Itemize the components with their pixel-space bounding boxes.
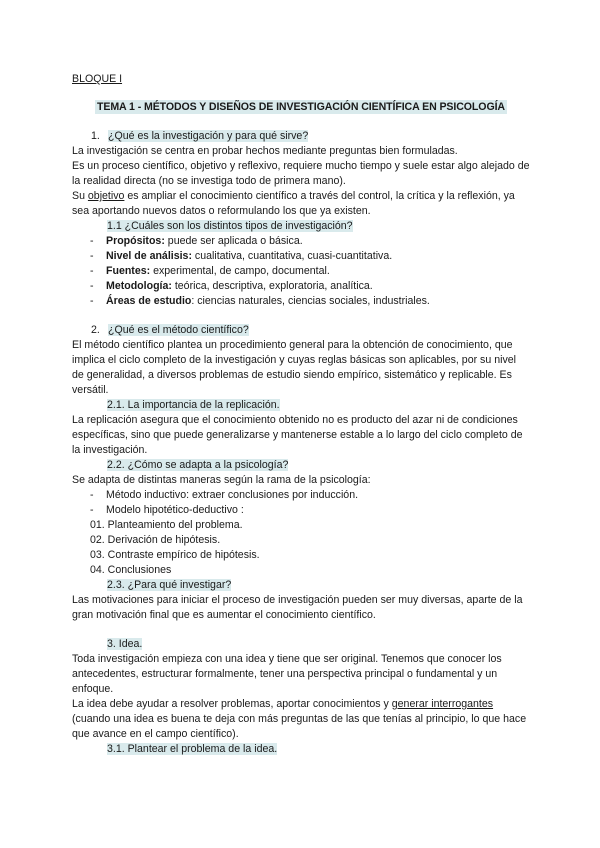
type-label: Propósitos: — [106, 235, 165, 247]
section-2-paragraph-1: El método científico plantea un procedimiento general para la obtención de conocimiento, que implica el ciclo completo de la investigación y cuyas reglas básicas son aplicables, por su nivel de generalidad, a diversos problemas de estudio siendo empírico, sistemático y replicable. Es versátil. — [72, 339, 516, 396]
section-2-title: ¿Qué es el método científico? — [108, 324, 249, 336]
generar-interrogantes-underlined: generar interrogantes — [391, 698, 494, 710]
section-2-number: 2. — [91, 324, 100, 336]
section-1-paragraph-3 — [72, 189, 530, 219]
section-1-heading — [72, 129, 530, 144]
section-3-title: 3. Idea. — [107, 638, 143, 650]
type-label: Nivel de análisis: — [106, 250, 192, 262]
title-wrap — [72, 100, 530, 115]
section-1-paragraph-2: Es un proceso científico, objetivo y reflexivo, requiere mucho tiempo y suele estar algo alejado de la realidad directa (no se investiga todo de primera mano). — [72, 160, 530, 187]
type-text: cualitativa, cuantitativa, cuasi-cuantitativa. — [191, 250, 393, 262]
section-2-heading — [72, 323, 530, 338]
list-item: - Método inductivo: extraer conclusiones por inducción. — [72, 488, 530, 503]
subsection-3-1-title: 3.1. Plantear el problema de la idea. — [107, 743, 278, 755]
list-item — [72, 264, 530, 279]
type-text: experimental, de campo, documental. — [150, 265, 330, 277]
section-1-title: ¿Qué es la investigación y para qué sirve? — [108, 130, 309, 142]
p3-post: es ampliar el conocimiento científico a través del control, la crítica y la reflexión, ya sea aportando nuevos datos o reformulando los que ya existen. — [72, 190, 515, 217]
subsection-2-1-title: 2.1. La importancia de la replicación. — [107, 399, 280, 411]
type-text: : ciencias naturales, ciencias sociales, industriales. — [191, 295, 430, 307]
document-page — [72, 72, 530, 757]
list-item: 02. Derivación de hipótesis. — [90, 534, 221, 546]
research-types-list — [72, 234, 530, 309]
section-3-heading — [72, 637, 530, 652]
p3-pre: Su — [72, 190, 88, 202]
subsection-2-2-heading — [72, 458, 530, 473]
type-label: Fuentes: — [106, 265, 151, 277]
page-title: TEMA 1 - MÉTODOS Y DISEÑOS DE INVESTIGACIÓN CIENTÍFICA EN PSICOLOGÍA — [97, 101, 505, 113]
subsection-2-3-paragraph: Las motivaciones para iniciar el proceso de investigación pueden ser muy diversas, aparte de la gran motivación final que es aumentar el conocimiento científico. — [72, 594, 523, 621]
section-3-paragraph-1: Toda investigación empieza con una idea y tiene que ser original. Tenemos que conocer los antecedentes, estructurar formalmente, tener una perspectiva principal o fundamental y un enfoque. — [72, 653, 502, 695]
subsection-2-2-paragraph: Se adapta de distintas maneras según la rama de la psicología: — [72, 474, 371, 486]
subsection-2-1-heading — [72, 398, 530, 413]
type-label: Metodología: — [106, 280, 172, 292]
list-item: 03. Contraste empírico de hipótesis. — [90, 549, 260, 561]
objetivo-underlined: objetivo — [87, 190, 125, 202]
subsection-1-1-heading — [72, 219, 530, 234]
subsection-2-1-paragraph: La replicación asegura que el conocimiento obtenido no es producto del azar ni de condiciones específicas, sino que puede generalizarse y mantenerse estable a lo largo del ciclo completo de la investigación. — [72, 414, 523, 456]
section-1-number: 1. — [91, 130, 100, 142]
subsection-3-1-heading — [72, 742, 530, 757]
section-3-paragraph-2 — [72, 697, 530, 742]
p2-pre: La idea debe ayudar a resolver problemas, aportar conocimientos y — [72, 698, 392, 710]
list-item — [72, 234, 530, 249]
subsection-2-3-heading — [72, 578, 530, 593]
type-label: Áreas de estudio — [106, 295, 192, 307]
section-1-paragraph-1: La investigación se centra en probar hechos mediante preguntas bien formuladas. — [72, 145, 458, 157]
subsection-1-1-title: 1.1 ¿Cuáles son los distintos tipos de investigación? — [107, 220, 353, 232]
list-item — [72, 294, 530, 309]
type-text: teórica, descriptiva, exploratoria, analítica. — [171, 280, 373, 292]
list-item: - Modelo hipotético-deductivo : — [72, 503, 530, 518]
block-label: BLOQUE I — [72, 73, 123, 85]
list-item: 04. Conclusiones — [90, 564, 172, 576]
subsection-2-3-title: 2.3. ¿Para qué investigar? — [107, 579, 232, 591]
type-text: puede ser aplicada o básica. — [164, 235, 303, 247]
list-item: 01. Planteamiento del problema. — [90, 519, 243, 531]
subsection-2-2-title: 2.2. ¿Cómo se adapta a la psicología? — [107, 459, 289, 471]
list-item — [72, 249, 530, 264]
list-item — [72, 279, 530, 294]
steps-list — [72, 518, 530, 578]
p2-post: (cuando una idea es buena te deja con más preguntas de las que tenías al principio, lo que hace que avance en el campo científico). — [72, 713, 527, 740]
methods-list — [72, 488, 530, 518]
